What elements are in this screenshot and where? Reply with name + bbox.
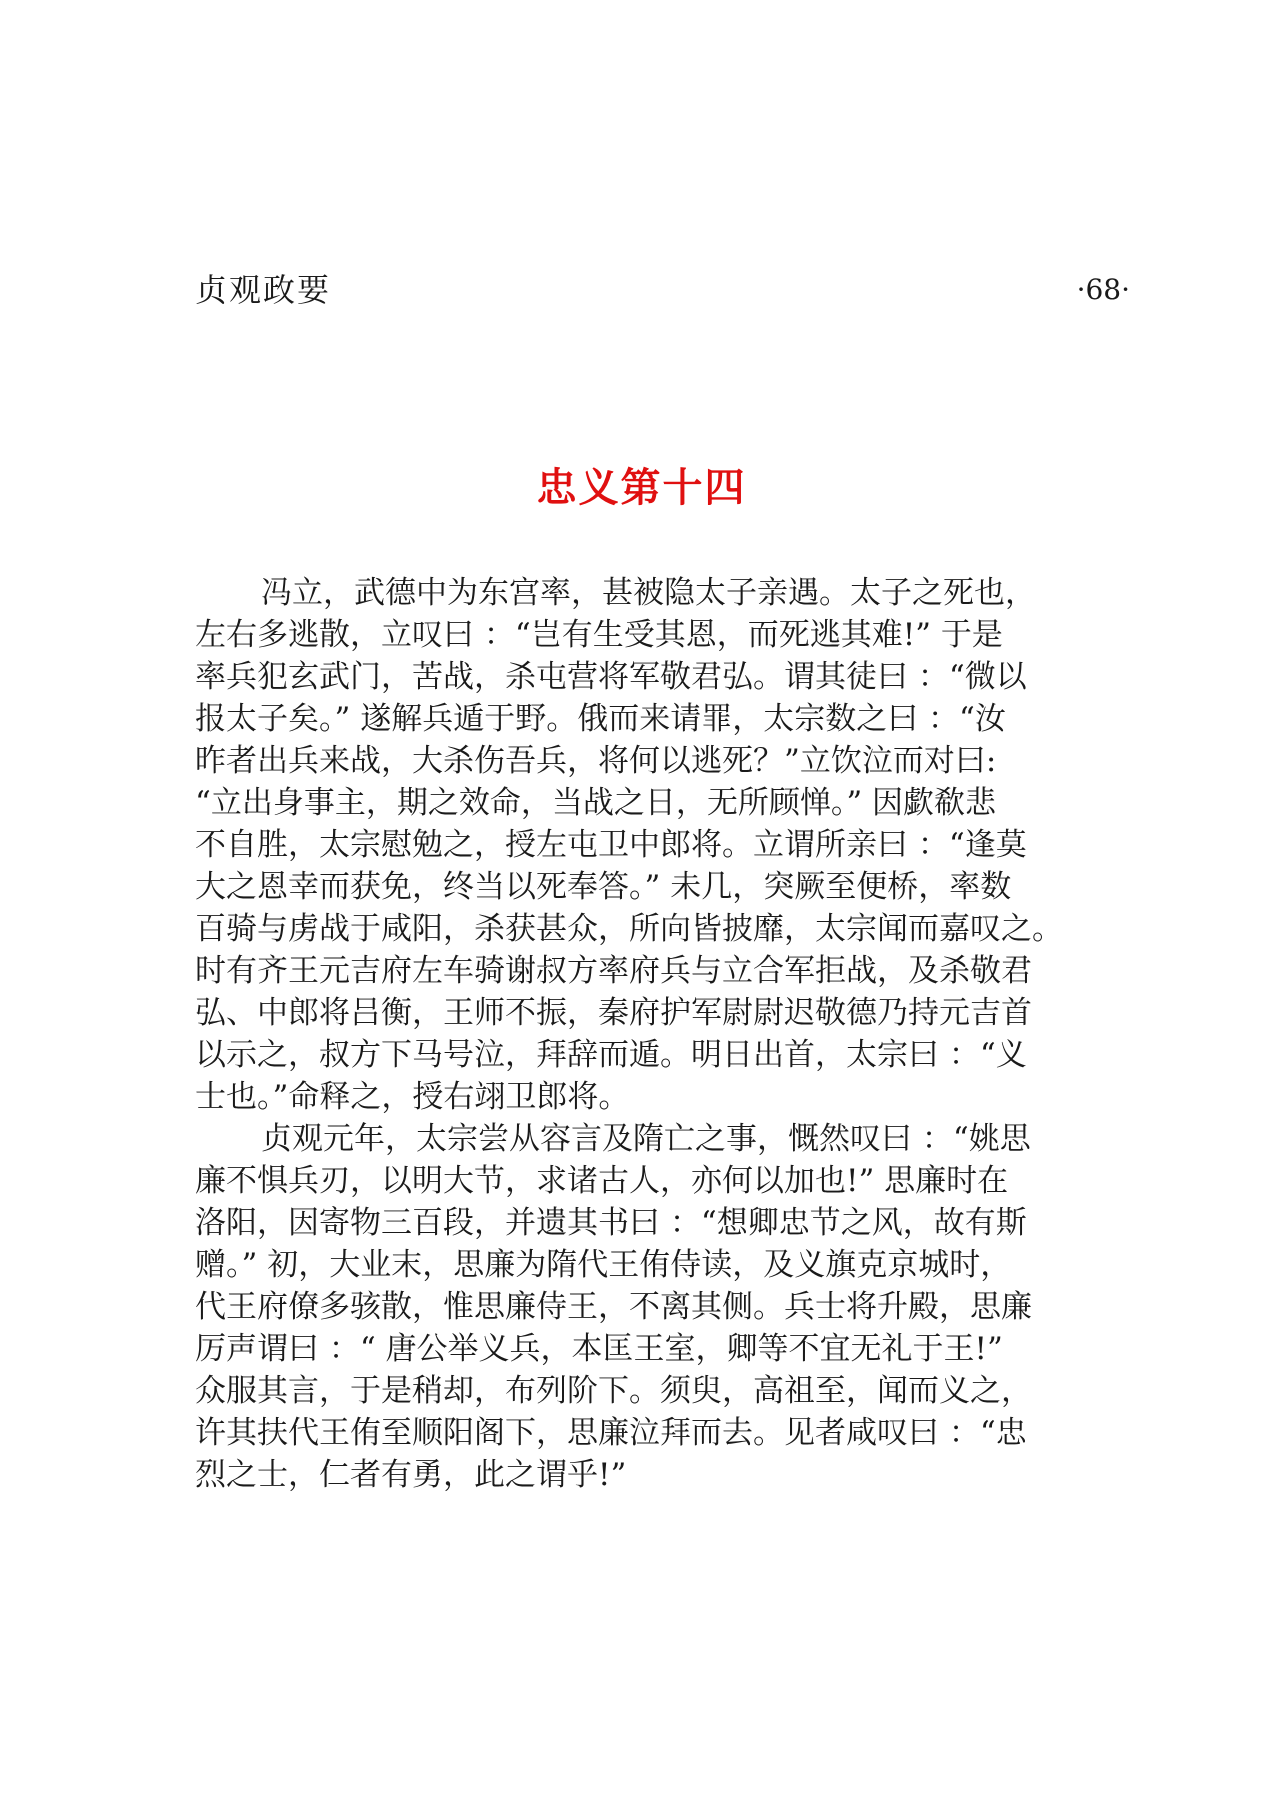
- text-line: 百骑与虏战于咸阳，杀获甚众，所向皆披靡，太宗闻而嘉叹之。: [195, 911, 1063, 947]
- text-line: 洛阳，因寄物三百段，并遗其书曰 ：“想卿忠节之风，故有斯: [195, 1205, 1027, 1241]
- text-line: 冯立，武德中为东宫率，甚被隐太子亲遇。太子之死也，: [261, 575, 1036, 611]
- text-line: 赠。” 初，大业末，思廉为隋代王侑侍读，及义旗克京城时，: [195, 1247, 1012, 1283]
- chapter-title: 忠义第十四: [536, 465, 747, 511]
- text-line: 烈之士，仁者有勇，此之谓乎!”: [195, 1457, 627, 1493]
- text-line: 报太子矣。” 遂解兵遁于野。俄而来请罪，太宗数之曰 ：“汝: [195, 701, 1006, 737]
- body-text: [195, 572, 1130, 1496]
- running-header: [195, 268, 1130, 312]
- text-line: 廉不惧兵刃，以明大节，求诸古人，亦何以加也!” 思廉时在: [195, 1163, 1009, 1199]
- text-line: 大之恩幸而获免，终当以死奉答。” 未几，突厥至便桥，率数: [195, 869, 1012, 905]
- text-line: 不自胜，太宗慰勉之，授左屯卫中郎将。立谓所亲曰 ：“逢莫: [195, 827, 1027, 863]
- text-line: 率兵犯玄武门，苦战，杀屯营将军敬君弘。谓其徒曰 ：“微以: [195, 659, 1027, 695]
- page-number: ·68·: [1076, 273, 1130, 306]
- text-line: 昨者出兵来战，大杀伤吾兵，将何以逃死？”立饮泣而对曰:: [195, 743, 997, 779]
- text-line: 左右多逃散，立叹曰 ：“岂有生受其恩，而死逃其难!” 于是: [195, 617, 1003, 653]
- paragraph: [195, 572, 1130, 1118]
- text-line: “立出身事主，期之效命，当战之日，无所顾惮。” 因歔欷悲: [195, 785, 997, 821]
- text-line: 时有齐王元吉府左车骑谢叔方率府兵与立合军拒战，及杀敬君: [195, 953, 1032, 989]
- text-line: 众服其言，于是稍却，布列阶下。须臾，高祖至，闻而义之，: [195, 1373, 1032, 1409]
- text-line: 贞观元年，太宗尝从容言及隋亡之事，慨然叹曰 ：“姚思: [261, 1121, 1031, 1157]
- text-line: 士也。”命释之，授右翊卫郎将。: [195, 1079, 630, 1115]
- text-line: 代王府僚多骇散，惟思廉侍王，不离其侧。兵士将升殿，思廉: [195, 1289, 1032, 1325]
- paragraph: [195, 1118, 1130, 1496]
- text-line: 许其扶代王侑至顺阳阁下，思廉泣拜而去。见者咸叹曰 ：“忠: [195, 1415, 1027, 1451]
- text-line: 厉声谓曰 ：“ 唐公举义兵，本匡王室，卿等不宜无礼于王!”: [195, 1331, 1003, 1367]
- text-line: 弘、中郎将吕衡，王师不振，秦府护军尉尉迟敬德乃持元吉首: [195, 995, 1032, 1031]
- book-title: 贞观政要: [195, 271, 332, 309]
- text-line: 以示之，叔方下马号泣，拜辞而遁。明日出首，太宗曰 ：“义: [195, 1037, 1027, 1073]
